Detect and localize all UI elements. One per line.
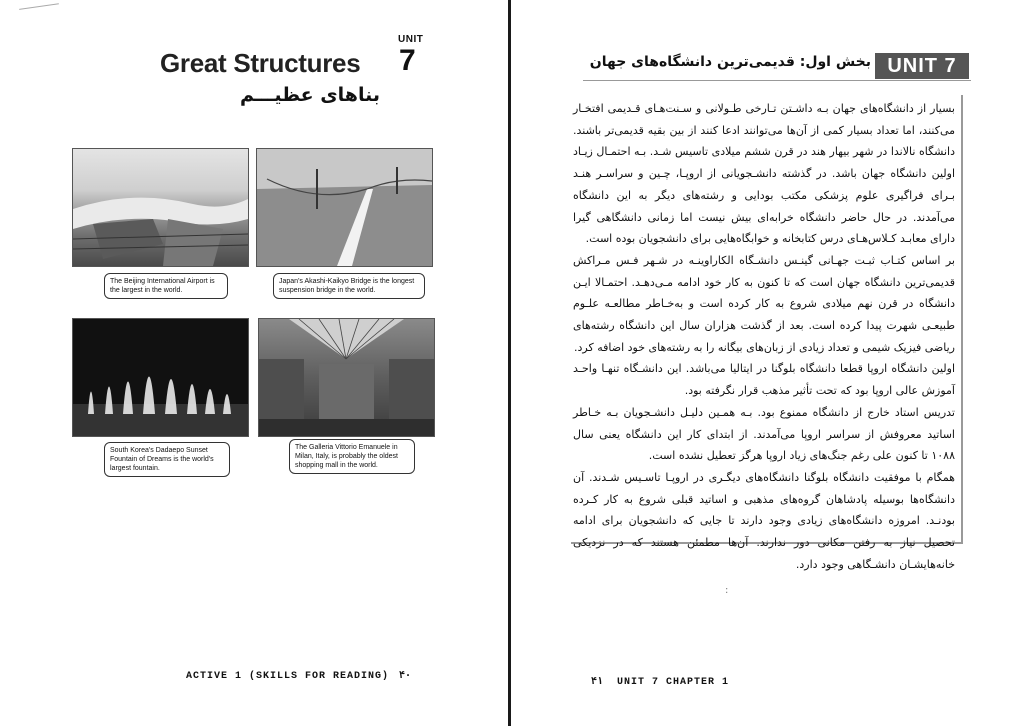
fountain-illustration <box>73 319 248 436</box>
stray-mark: : <box>725 585 729 596</box>
left-page-number: ۴۰ <box>399 671 412 682</box>
page-title-english: Great Structures <box>160 48 361 78</box>
mall-photo <box>258 318 435 437</box>
unit-label: UNIT <box>398 34 424 45</box>
heading-rule <box>583 80 971 81</box>
paragraph-5: همگام با موفقیت دانشگاه بلوگنا دانشگاه‌های دیگـری در اروپـا تاسـیس شـدند. آن دانشگاه‌ها بوسیله پادشاهان گروه‌های مذهبی و اساتید قبلی شروع به کار کـرده بودنـد. امروزه دانشگاه‌های زیادی وجود دارند تا جایی که دانشجویان برای ادامه تحصیل نیاز به رفتن مکانی دور ندارند. آن‌ها مطمئن هستند که در نزدیکی خانه‌هایشـان دانشـگاهی وجود دارد. <box>573 470 955 571</box>
paragraph-3: اولین دانشگاه اروپا قطعا دانشگاه بلوگنا در ایتالیا می‌باشد. این دانشـگاه تنهـا واحـد آموزش عالی اروپا بود که تحت تأثیر مذهب قرار نگرفته بود. <box>573 362 955 398</box>
persian-body-text <box>573 98 955 575</box>
mall-caption: The Galleria Vittorio Emanuele in Milan, Italy, is probably the oldest shopping mall in the world. <box>289 439 415 474</box>
bridge-photo <box>256 148 433 267</box>
left-footer-text: ACTIVE 1 (SKILLS FOR READING) <box>186 671 390 682</box>
unit-number: 7 <box>399 44 416 77</box>
bridge-caption: Japan's Akashi-Kaikyo Bridge is the longest suspension bridge in the world. <box>273 273 425 299</box>
right-page-number: ۴۱ <box>591 677 604 688</box>
airport-photo <box>72 148 249 267</box>
left-footer <box>186 670 411 682</box>
airport-illustration <box>73 149 248 266</box>
paragraph-1: بسیار از دانشگاه‌های جهان بـه داشـتن تـارخی طـولانی و سـنت‌هـای قـدیمی افتخـار می‌کنند، اما تعداد بسیار کمی از آن‌ها می‌توانند ادعا کنند از بین بقیه قدیمی‌تر باشند. دانشگاه نالاندا در شهر بیهار هند در قرن ششم میلادی تاسیس شـد. بـه احتمـال زیـاد اولین دانشگاه جهان باشد. در گذشته دانشـجویانی از اروپـا، چـین و سراسـر هنـد بـرای فراگیری علوم پزشکی مکتب بودایی و رشته‌های دیگر به این دانشگاه می‌آمدند. در حال حاضر دانشگاه خرابه‌ای بیش نیست اما زمانی دانشگاهی گیرا دارای معابـد کـلاس‌هـای درس کتابخانه و خوابگاه‌هایی برای دانشجویان بوده است. <box>573 102 955 246</box>
left-page <box>0 0 508 726</box>
fountain-photo <box>72 318 249 437</box>
section-heading: بخش اول: قدیمی‌ترین دانشگاه‌های جهان <box>589 54 871 70</box>
page-title-persian: بناهای عظیـــم <box>240 84 380 106</box>
unit-band: UNIT 7 <box>875 53 969 79</box>
bridge-illustration <box>257 149 432 266</box>
fountain-caption: South Korea's Dadaepo Sunset Fountain of Dreams is the world's largest fountain. <box>104 442 230 477</box>
mall-illustration <box>259 319 434 436</box>
scan-mark <box>19 3 61 23</box>
paragraph-4: تدریس استاد خارج از دانشگاه ممنوع بود. بـه همـین دلیـل دانشـجویان بـه خـاطر اساتید معروفش از سراسر اروپا می‌آمدند. از ابتدای کار این دانشگاه یعنی سال ۱۰۸۸ تا کنون علی رغم جنگ‌های زیاد اروپا هرگز تعطیل نشده است. <box>573 405 955 463</box>
right-footer <box>591 676 729 688</box>
right-footer-text: UNIT 7 CHAPTER 1 <box>617 677 730 688</box>
paragraph-2: بر اساس کتـاب ثبـت جهـانی گینـس دانشـگاه الکاراوینـه در شـهر فـس مـراکش قدیمی‌ترین دانشگاه جهان است که تا کنون به کار خود ادامه مـی‌دهـد. احتمـالا ایـن دانشگاه در قرن نهم میلادی شروع به کار کرده است و به‌خـاطر مطالعـه علـوم طبیعـی شهرت پیدا کرده است. بعد از گذشت هزاران سال این دانشگاه رشته‌های ریاضی فیزیک شیمی و تعداد زیادی از زبان‌های بیگانه را به رشته‌های خود اضافه کرد. <box>573 253 955 354</box>
right-page <box>511 0 1018 726</box>
airport-caption: The Beijing International Airport is the largest in the world. <box>104 273 228 299</box>
